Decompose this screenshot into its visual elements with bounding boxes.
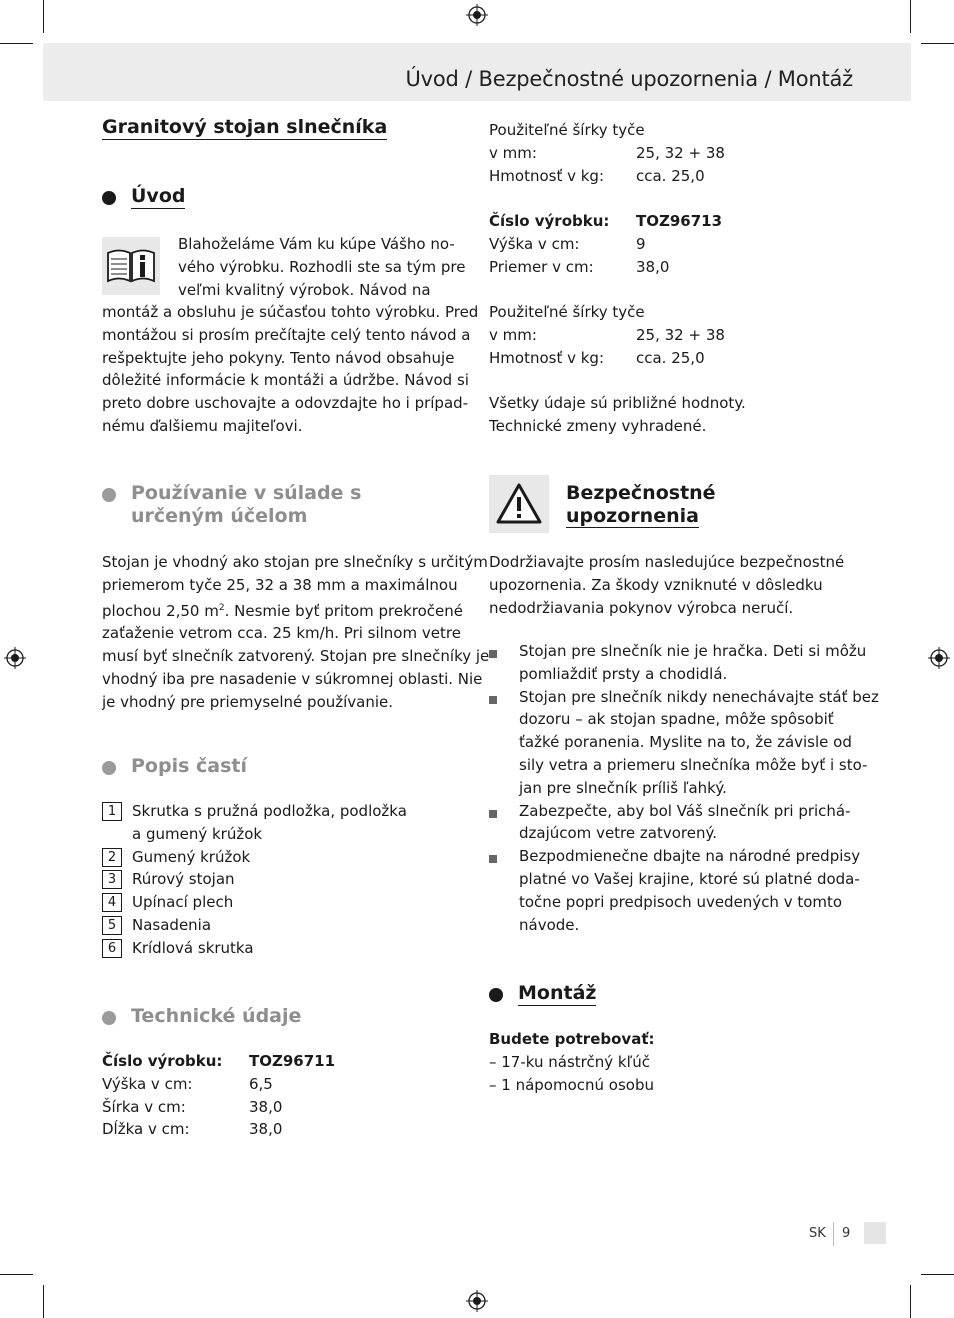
text-line: je vhodný pre priemyselné používanie. [102, 692, 394, 711]
spec-row [489, 233, 722, 256]
section-title: Úvod [131, 185, 186, 207]
spec-value: 38,0 [249, 1120, 283, 1139]
section-title: Popis častí [131, 755, 248, 777]
list-item [102, 868, 407, 891]
spec-key: Výška v cm: [489, 234, 580, 253]
intro-text-wrap [178, 233, 465, 301]
text-line: pomliaždiť prsty a chodidlá. [519, 664, 728, 683]
spec-row [489, 210, 722, 233]
spec-table-2 [489, 210, 722, 278]
spec-value: 6,5 [249, 1074, 273, 1093]
part-number: 1 [102, 802, 122, 821]
spec-value: 38,0 [249, 1097, 283, 1116]
crop-mark [0, 43, 33, 44]
tech-notes [489, 392, 746, 438]
document-title: Granitový stojan slnečníka [102, 116, 388, 138]
text-line: musí byť slnečník zatvorený. Stojan pre slnečníky je [102, 647, 490, 666]
spec-table-2-continued [489, 301, 725, 369]
section-title-line: upozornenia [566, 505, 699, 527]
spec-table-1-continued [489, 119, 725, 187]
spec-row [489, 142, 725, 165]
text-line: rešpektujte jeho pokyny. Tento návod obsahuje [102, 348, 455, 367]
section-title-line: Bezpečnostné [566, 482, 716, 504]
spec-value: cca. 25,0 [636, 348, 705, 367]
info-book-icon [102, 237, 160, 295]
spec-table-1 [102, 1050, 335, 1141]
spec-row [489, 301, 725, 324]
section-bullet [489, 988, 503, 1002]
section-parts-heading [102, 755, 247, 778]
text-line: Skrutka s pružná podložka, podložka [132, 802, 407, 820]
footer-tab-block [864, 1222, 886, 1244]
spec-row [489, 324, 725, 347]
text-fragment: . Nesmie byť pritom prekročené [224, 601, 464, 620]
crop-mark [0, 1274, 33, 1275]
text-line: dozoru – ak stojan spadne, môže spôsobiť [519, 710, 834, 729]
spec-row [102, 1118, 335, 1141]
section-intro-heading [102, 185, 185, 209]
text-line: zaťaženie vetrom cca. 25 km/h. Pri silnom vetre [102, 624, 461, 643]
text-line: upozornenia. Za škody vzniknuté v dôsledku [489, 575, 823, 594]
safety-list [489, 640, 879, 936]
part-label: Gumený krúžok [132, 847, 251, 866]
spec-row [489, 347, 725, 370]
text-line: veľmi kvalitný výrobok. Návod na [178, 280, 431, 299]
list-item [102, 846, 407, 869]
section-title-line: Používanie v súlade s [131, 482, 362, 504]
page-number: 9 [842, 1226, 851, 1241]
text-line: Bezpodmienečne dbajte na národné predpisy [519, 847, 861, 866]
section-title-line: určeným účelom [131, 505, 308, 527]
spec-row [102, 1050, 335, 1073]
spec-value: cca. 25,0 [636, 166, 705, 185]
text-line: točne popri predpisoch uvedených v tomto [519, 892, 843, 911]
spec-value: 25, 32 + 38 [636, 325, 725, 344]
section-title: Technické údaje [131, 1005, 302, 1027]
text-line: Dodržiavajte prosím nasledujúce bezpečnostné [489, 553, 845, 571]
crop-mark [921, 1274, 954, 1275]
needs-label: Budete potrebovať: [489, 1030, 655, 1048]
spec-row [489, 119, 725, 142]
text-line: Stojan pre slnečník nikdy nenechávajte stáť bez [519, 687, 879, 706]
registration-mark-icon [466, 1290, 488, 1312]
section-bullet [102, 191, 116, 205]
text-line: vhodný iba pre nasadenie v súkromnej oblasti. Nie [102, 669, 483, 688]
spec-value: TOZ96711 [249, 1052, 336, 1070]
safety-intro [489, 551, 844, 619]
list-item [489, 686, 879, 800]
text-line: nému ďalšiemu majiteľovi. [102, 416, 303, 435]
part-number: 3 [102, 870, 122, 889]
parts-list [102, 800, 407, 960]
crop-mark [910, 0, 911, 33]
text-line: preto dobre uschovajte a odovzdajte ho i prípad- [102, 394, 469, 413]
registration-mark-icon [466, 4, 488, 26]
list-item-text [519, 800, 851, 846]
usage-text [102, 551, 489, 714]
text-line: montáž a obsluhu je súčasťou tohto výrobku. Pred [102, 303, 479, 321]
text-line: nedodržiavania pokynov výrobca neručí. [489, 598, 794, 617]
crop-mark [43, 0, 44, 33]
section-assembly-heading [489, 982, 596, 1006]
part-number: 2 [102, 848, 122, 867]
spec-row [489, 165, 725, 188]
section-bullet [102, 488, 116, 502]
list-item-text [519, 640, 866, 686]
square-bullet-icon [489, 855, 497, 863]
section-usage-heading [102, 482, 361, 528]
part-number: 4 [102, 893, 122, 912]
text-line: priemerom tyče 25, 32 a 38 mm a maximálnou [102, 575, 458, 594]
spec-value: 9 [636, 234, 646, 253]
section-bullet [102, 761, 116, 775]
list-item [102, 891, 407, 914]
text-line: dzajúcom vetre zatvorený. [519, 824, 717, 843]
section-title: Montáž [518, 982, 597, 1004]
text-line: Technické zmeny vyhradené. [489, 416, 707, 435]
spec-key: Dĺžka v cm: [102, 1120, 190, 1139]
square-bullet-icon [489, 650, 497, 658]
spec-key: Číslo výrobku: [102, 1052, 223, 1070]
text-line: – 1 nápomocnú osobu [489, 1075, 654, 1094]
spec-row [102, 1073, 335, 1096]
square-bullet-icon [489, 810, 497, 818]
superscript: 2 [218, 602, 225, 613]
spec-key: v mm: [489, 325, 537, 344]
spec-key: Číslo výrobku: [489, 212, 610, 230]
section-tech-heading [102, 1005, 301, 1028]
list-item [489, 845, 879, 936]
section-title [131, 482, 361, 528]
footer-divider [833, 1222, 834, 1246]
list-item [102, 800, 407, 846]
list-item-text [519, 845, 860, 936]
spec-key: Priemer v cm: [489, 257, 594, 276]
list-item [102, 914, 407, 937]
text-line: Stojan pre slnečník nie je hračka. Deti si môžu [519, 642, 867, 660]
spec-key: Použiteľné šírky tyče [489, 121, 645, 139]
spec-row [102, 1096, 335, 1119]
info-book-icon-graphic [102, 237, 160, 295]
text-line: vého výrobku. Rozhodli ste sa tým pre [178, 257, 466, 276]
spec-key: Použiteľné šírky tyče [489, 303, 645, 321]
part-label: Upínací plech [132, 893, 234, 912]
part-label: Nasadenia [132, 915, 212, 934]
crop-mark [921, 43, 954, 44]
page-header-title: Úvod / Bezpečnostné upozornenia / Montáž [405, 67, 853, 91]
spec-key: Hmotnosť v kg: [489, 166, 605, 185]
text-line: ťažké poranenia. Myslite na to, že závisle od [519, 733, 852, 752]
list-item-text [519, 686, 879, 800]
text-line [102, 597, 489, 623]
list-item [489, 640, 879, 686]
section-safety-title [566, 482, 716, 528]
spec-key: Výška v cm: [102, 1074, 193, 1093]
part-number: 6 [102, 939, 122, 958]
text-line: Zabezpečte, aby bol Váš slnečník pri prichá- [519, 801, 851, 820]
text-line: návode. [519, 915, 580, 934]
text-line: platné vo Vašej krajine, ktoré sú platné doda- [519, 869, 860, 888]
registration-mark-icon [928, 647, 950, 669]
text-line: montážou si prosím prečítajte celý tento návod a [102, 325, 471, 344]
list-item [102, 937, 407, 960]
crop-mark [43, 1285, 44, 1318]
text-line: sily vetra a priemeru slnečníka môže byť i sto- [519, 755, 868, 774]
warning-triangle-icon [489, 475, 549, 533]
crop-mark [910, 1285, 911, 1318]
spec-value: 25, 32 + 38 [636, 143, 725, 162]
part-label [132, 800, 407, 846]
list-item [489, 800, 879, 846]
warning-triangle-icon-graphic [489, 475, 549, 533]
text-line: Blahoželáme Vám ku kúpe Vášho no- [178, 235, 455, 253]
spec-key: Šírka v cm: [102, 1097, 186, 1116]
footer-language: SK [809, 1226, 826, 1241]
part-label: Krídlová skrutka [132, 938, 254, 957]
text-line: Stojan je vhodný ako stojan pre slnečníky s určitým [102, 553, 488, 571]
registration-mark-icon [4, 647, 26, 669]
spec-key: v mm: [489, 143, 537, 162]
text-line: dôležité informácie k montáži a údržbe. Návod si [102, 371, 469, 390]
assembly-needs [489, 1028, 654, 1096]
spec-value: TOZ96713 [636, 212, 723, 230]
part-number: 5 [102, 916, 122, 935]
text-line: jan pre slnečník príliš ľahký. [519, 778, 727, 797]
text-line: – 17-ku nástrčný kľúč [489, 1052, 650, 1071]
section-bullet [102, 1011, 116, 1025]
spec-value: 38,0 [636, 257, 670, 276]
text-fragment: plochou 2,50 m [102, 601, 219, 620]
text-line: a gumený krúžok [132, 824, 263, 843]
spec-key: Hmotnosť v kg: [489, 348, 605, 367]
spec-row [489, 256, 722, 279]
text-line: Všetky údaje sú približné hodnoty. [489, 394, 746, 412]
square-bullet-icon [489, 696, 497, 704]
intro-text [102, 301, 478, 438]
part-label: Rúrový stojan [132, 870, 235, 889]
